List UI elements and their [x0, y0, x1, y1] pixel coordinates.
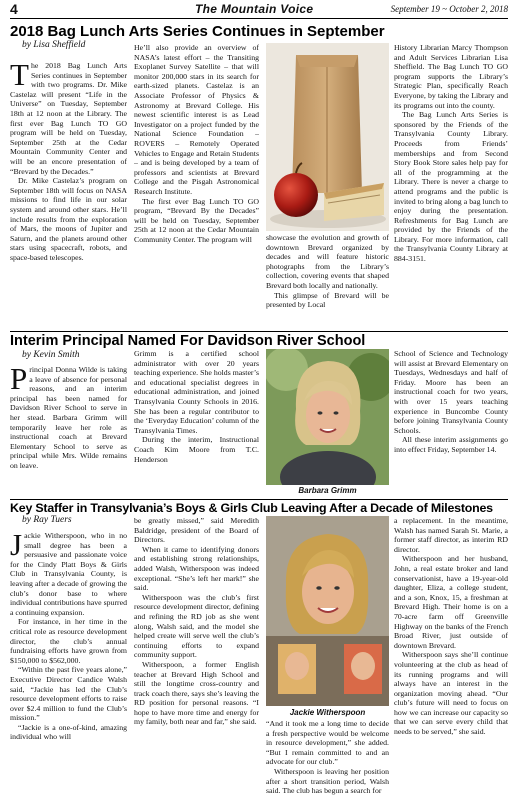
paragraph: showcase the evolution and growth of downtown Brevard organized by decades and will feature historic photographs from the Library’s collection, covering events that shaped Brevard both locally and nationally. — [266, 233, 389, 290]
article-byline: by Lisa Sheffield — [22, 40, 86, 50]
paragraph: Witherspoon is leaving her position after a short transition period, Walsh said. The club has begun a search for — [266, 766, 389, 796]
article-column — [10, 531, 127, 798]
article-column — [134, 43, 259, 329]
drop-cap: T — [10, 61, 29, 92]
paragraph: Witherspoon, a former English teacher at Brevard High School and still the longtime cross-country and track coach there, says she’s leaving the RD position for personal reasons. “I hope to have more time and energy for my family, both near and far,” she said. — [134, 659, 259, 727]
paragraph: History Librarian Marcy Thompson and Adult Services Librarian Lisa Sheffield. The Bag Lunch TO GO program supports the Library’s Strategic Plan, specifically Reach Everyone, by taking the Library and its programs out into the county. — [394, 43, 508, 110]
article-column — [394, 43, 508, 329]
portrait-illustration — [266, 516, 389, 706]
issue-date: September 19 ~ October 2, 2018 — [390, 4, 508, 14]
paragraph: All these interim assignments go into effect Friday, September 14. — [394, 435, 508, 454]
paragraph: The first ever Bag Lunch TO GO program, “Brevard By the Decades” will be held on Tuesday, September 25th at 12 noon at the Cedar Mountain Community Center. The program will — [134, 196, 259, 244]
page-header — [10, 3, 508, 19]
paragraph: Grimm is a certified school administrator with over 20 years teaching experience. She holds master’s and educational specialist degrees in educational administration, and joined Transylvania County Schools in 2016. She has been a regular contributor to the ‘Everyday Education’ column of the Transylvania Times. — [134, 349, 259, 435]
lunch-illustration — [266, 43, 389, 231]
article-column — [134, 516, 259, 798]
paragraph: Witherspoon was the club’s first resource development director, defining and refining the RD job as she went along, Walsh said, and the model she helped create will serve well the club’s continuing efforts to expand community support. — [134, 592, 259, 660]
article-column — [394, 516, 508, 798]
article-headline: Interim Principal Named For Davidson River School — [10, 333, 366, 349]
photo-caption: Barbara Grimm — [298, 486, 357, 495]
paragraph: rincipal Donna Wilde is taking a leave of absence for personal reasons, and an interim principal has been named for Davidson River School to serve in her stead. Barbara Grimm will temporarily leave her role as instructional coach at Brevard Elementary School to serve as principal while Mrs. Wilde remains on leave. — [10, 365, 127, 470]
paper-name: The Mountain Voice — [195, 2, 314, 16]
article-column — [266, 233, 389, 329]
paragraph: Witherspoon says she’ll continue volunteering at the club as head of its running programs and will always have an interest in the organization moving ahead. “Our club’s future will need to focus on how we can increase our capacity so that we can serve every child that needs to be served,” she said. — [394, 650, 508, 737]
article-byline: by Kevin Smith — [22, 349, 80, 360]
paragraph: For instance, in her time in the critical role as resource development director, the club’s annual fundraising efforts have grown from $150,000 to $562,000. — [10, 617, 127, 665]
article-column — [394, 349, 508, 497]
paragraph: He’ll also provide an overview of NASA’s latest effort – the Transiting Exoplanet Survey Satellite – that will monitor 200,000 stars in its search for earth-sized planets. Castelaz is an Associate Professor of Physics & Astronomy at Brevard College. His newest scientific interest is as Lead Investigator on a project funded by the National Science Foundation – ROVERS – Remotely Operated Vehicles to Engage and Retain Students – and is being developed by a team of professors and scientists at Brevard College and the Pisgah Astronomical Research Institute. — [134, 43, 259, 196]
paragraph: When it came to identifying donors and establishing strong relationships, added Walsh, Witherspoon was indeed exceptional. “She’s left her mark!” she said. — [134, 544, 259, 593]
drop-cap: P — [10, 365, 28, 396]
drop-cap: J — [10, 531, 23, 562]
barbara-grimm-photo — [266, 349, 389, 485]
paragraph: Witherspoon and her husband, John, a real estate broker and land conservationist, have a 19-year-old daughter, Eliza, a college student, and a son, Knox, 15, a freshman at Brevard High. Their home is on a 70-acre farm off Greenville Highway on the banks of the French Broad River, just outside of downtown Brevard. — [394, 554, 508, 650]
section-divider — [10, 331, 508, 332]
article-headline: Key Staffer in Transylvania’s Boys & Girls Club Leaving After a Decade of Milestones — [10, 501, 493, 515]
page-number: 4 — [10, 1, 18, 17]
section-divider — [10, 499, 508, 500]
paragraph: be greatly missed,” said Meredith Baldridge, president of the Board of Directors. — [134, 516, 259, 545]
paragraph: The Bag Lunch Arts Series is sponsored by the Friends of the Transylvania County Library. Proceeds from Friends’ memberships and from Second Story Book Store sales help pay for all of the programming at the Library. There is never a charge to attend programs and the public is invited to bring along a bag lunch to enjoy during the presentation. Refreshments for Bag Lunch are provided by the Friends of the Library. For more information, call the Transylvania County Library at 884-3151. — [394, 110, 508, 264]
photo-caption: Jackie Witherspoon — [289, 708, 366, 717]
paragraph: “Within the past five years alone,” Executive Director Candice Walsh said, “Jackie has led the Club’s resource development efforts to raise over $2.4 million to fund the Club’s mission.” — [10, 665, 127, 723]
article-column — [134, 349, 259, 497]
article-column — [10, 61, 127, 329]
paragraph: ackie Witherspoon, who in no small degree has been a persuasive and passionate voice for the Cindy Platt Boys & Girls Club in Transylvania County, is leaving after a decade of growing the club’s donor base to where individual contributions have spurred a continuing expansion. — [10, 531, 127, 617]
article-byline: by Ray Tuers — [22, 515, 72, 526]
paragraph: During the interim, Instructional Coach Kim Moore from T.C. Henderson — [134, 435, 259, 464]
article-headline: 2018 Bag Lunch Arts Series Continues in September — [10, 23, 385, 40]
portrait-illustration — [266, 349, 389, 485]
bag-lunch-photo — [266, 43, 389, 231]
paragraph: “And it took me a long time to decide a fresh perspective would be welcome in resource development,” she added. “But I remain committed to and an advocate for our club.” — [266, 719, 389, 767]
paragraph: he 2018 Bag Lunch Arts Series continues in September with two programs. Dr. Mike Castelaz will present “Life in the Universe” on Tuesday, September 18th at 12 noon at the Library. The first ever Bag Lunch TO GO program will be held on Tuesday, September 25th at the Cedar Mountain Community Center and will be an encore presentation of “Brevard by the Decades.” — [10, 61, 127, 176]
article-column — [266, 719, 389, 798]
jackie-witherspoon-photo — [266, 516, 389, 706]
article-column — [10, 365, 127, 497]
paragraph: “Jackie is a one-of-kind, amazing individual who will — [10, 722, 127, 742]
paragraph: Dr. Mike Castelaz’s program on September 18th will focus on NASA missions to find life in our solar system and around other stars. He’ll include results from the exploration of Mars, the moons of Jupiter and Saturn, and the planets around other stars using spacecraft, robots, and space-based telescopes. — [10, 176, 127, 262]
paragraph: School of Science and Technology will assist at Brevard Elementary on Tuesdays, Wednesdays and half of Friday. Moore has been an instructional coach for two years, with over 15 years teaching experience in Buncombe County before joining Transylvania County Schools. — [394, 349, 508, 435]
paragraph: This glimpse of Brevard will be presented by Local — [266, 290, 389, 310]
paragraph: a replacement. In the meantime, Walsh has named Sarah St. Marie, a former staff director, as interim RD director. — [394, 516, 508, 554]
